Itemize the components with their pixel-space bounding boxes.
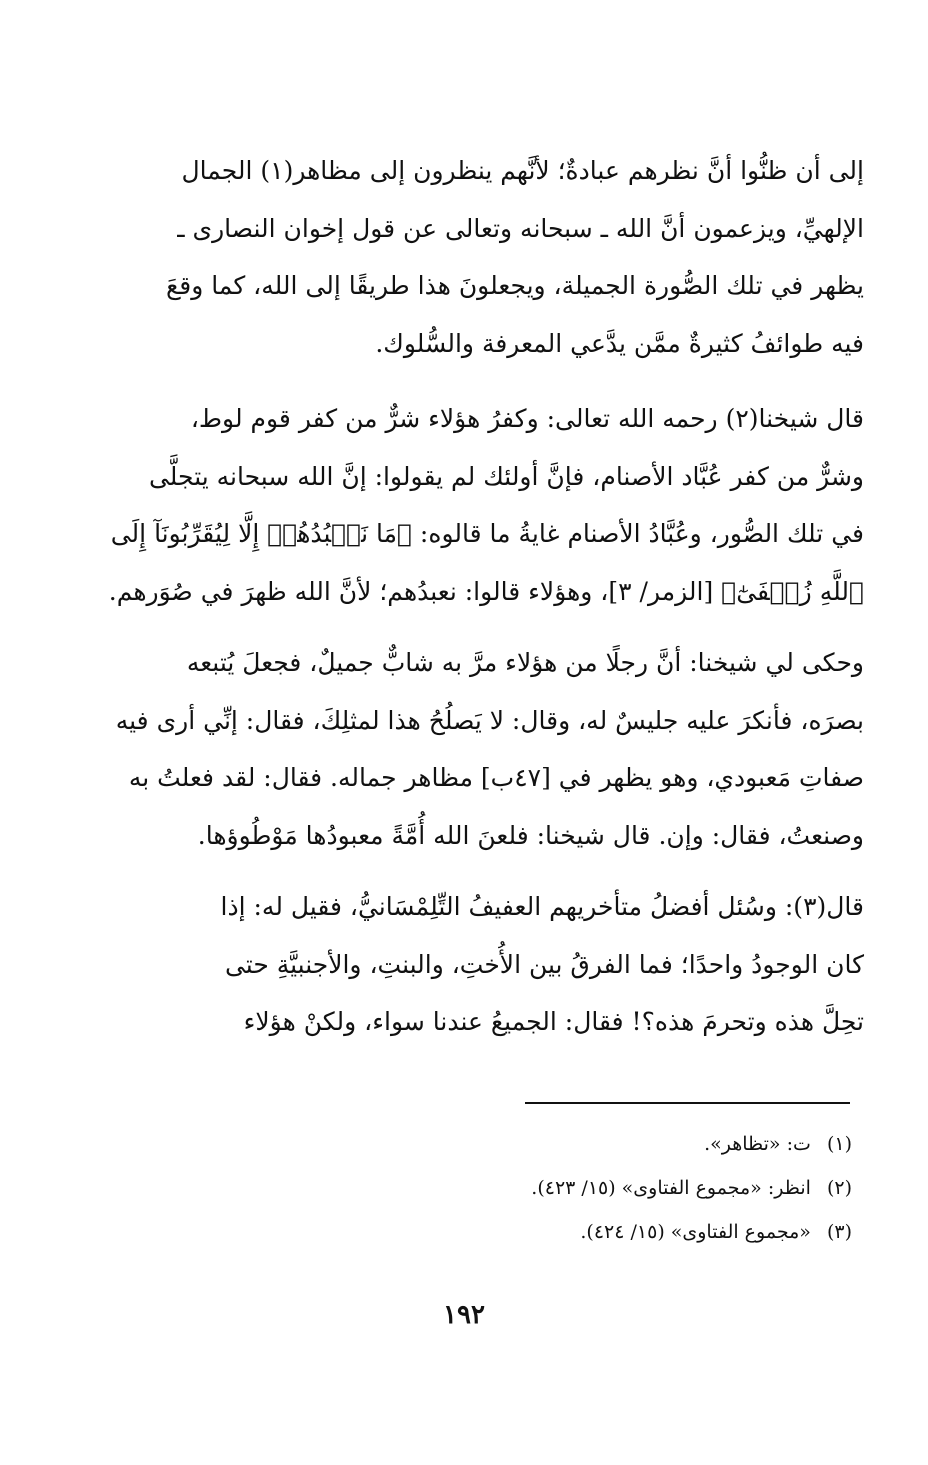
footnote-number: (٣) bbox=[826, 1221, 852, 1243]
main-text bbox=[72, 142, 864, 1051]
text-line: وصنعتُ، فقال: وإن. قال شيخنا: فلعنَ الله أُمَّةً معبودُها مَوْطُوؤها. bbox=[197, 820, 864, 850]
text-line: قال(٣): وسُئل أفضلُ متأخريهم العفيفُ التِّلِمْسَانيُّ، فقيل له: إذا bbox=[220, 892, 864, 921]
text-line: في تلك الصُّور، وعُبَّادُ الأصنام غايةُ ما قالوه: ﴿مَا نَعۡبُدُهُمۡ إِلَّا لِيُقَرِّبُونَآ إِلَى bbox=[110, 519, 864, 548]
text-line: يظهر في تلك الصُّورة الجميلة، ويجعلونَ هذا طريقًا إلى الله، كما وقعَ bbox=[165, 271, 864, 300]
footnote bbox=[300, 1210, 852, 1254]
text-line: الإلهيِّ، ويزعمون أنَّ الله ـ سبحانه وتعالى عن قول إخوان النصارى ـ bbox=[177, 213, 864, 243]
text-line: فيه طوائفُ كثيرةٌ ممَّن يدَّعي المعرفة والسُّلوك. bbox=[375, 328, 864, 358]
text-line: إلى أن ظنُّوا أنَّ نظرهم عبادةٌ؛ لأنَّهم ينظرون إلى مظاهر(١) الجمال bbox=[181, 156, 864, 185]
text-line: كان الوجودُ واحدًا؛ فما الفرقُ بين الأُختِ، والبنتِ، والأجنبيَّةِ حتى bbox=[224, 949, 864, 979]
footnote-text: انظر: «مجموع الفتاوى» (١٥/ ٤٢٣). bbox=[531, 1177, 811, 1199]
text-line: بصرَه، فأنكرَ عليه جليسٌ له، وقال: لا يَصلُحُ هذا لمثلِكَ، فقال: إنِّي أرى فيه bbox=[115, 705, 864, 735]
footnote-number: (١) bbox=[826, 1133, 852, 1155]
footnotes bbox=[300, 1122, 852, 1254]
footnote-text: ت: «تظاهر». bbox=[704, 1133, 811, 1155]
text-line: قال شيخنا(٢) رحمه الله تعالى: وكفرُ هؤلاء شرٌّ من كفر قوم لوط، bbox=[190, 404, 864, 433]
paragraph bbox=[72, 390, 864, 620]
text-line: ٱللَّهِ زُلۡفَىٰٓ﴾ [الزمر/ ٣]، وهؤلاء قالوا: نعبدُهم؛ لأنَّ الله ظهرَ في صُوَرهم. bbox=[108, 576, 864, 606]
footnote-number: (٢) bbox=[826, 1177, 852, 1199]
footnote-divider bbox=[525, 1102, 850, 1104]
page-number: ١٩٢ bbox=[443, 1300, 485, 1330]
text-line: صفاتِ مَعبودي، وهو يظهر في [٤٧ب] مظاهر جماله. فقال: لقد فعلتُ به bbox=[128, 763, 864, 792]
text-line: وشرٌّ من كفر عُبَّاد الأصنام، فإنَّ أولئك لم يقولوا: إنَّ الله سبحانه يتجلَّى bbox=[148, 461, 864, 491]
text-line: وحكى لي شيخنا: أنَّ رجلًا من هؤلاء مرَّ به شابٌّ جميلٌ، فجعلَ يُتبعه bbox=[186, 648, 864, 677]
paragraph bbox=[72, 634, 864, 864]
footnote-text: «مجموع الفتاوى» (١٥/ ٤٢٤). bbox=[580, 1221, 811, 1243]
footnote bbox=[300, 1166, 852, 1210]
paragraph bbox=[72, 142, 864, 372]
text-line: تحِلَّ هذه وتحرمَ هذه؟! فقال: الجميعُ عندنا سواء، ولكنْ هؤلاء bbox=[243, 1007, 864, 1036]
footnote bbox=[300, 1122, 852, 1166]
paragraph bbox=[72, 878, 864, 1051]
